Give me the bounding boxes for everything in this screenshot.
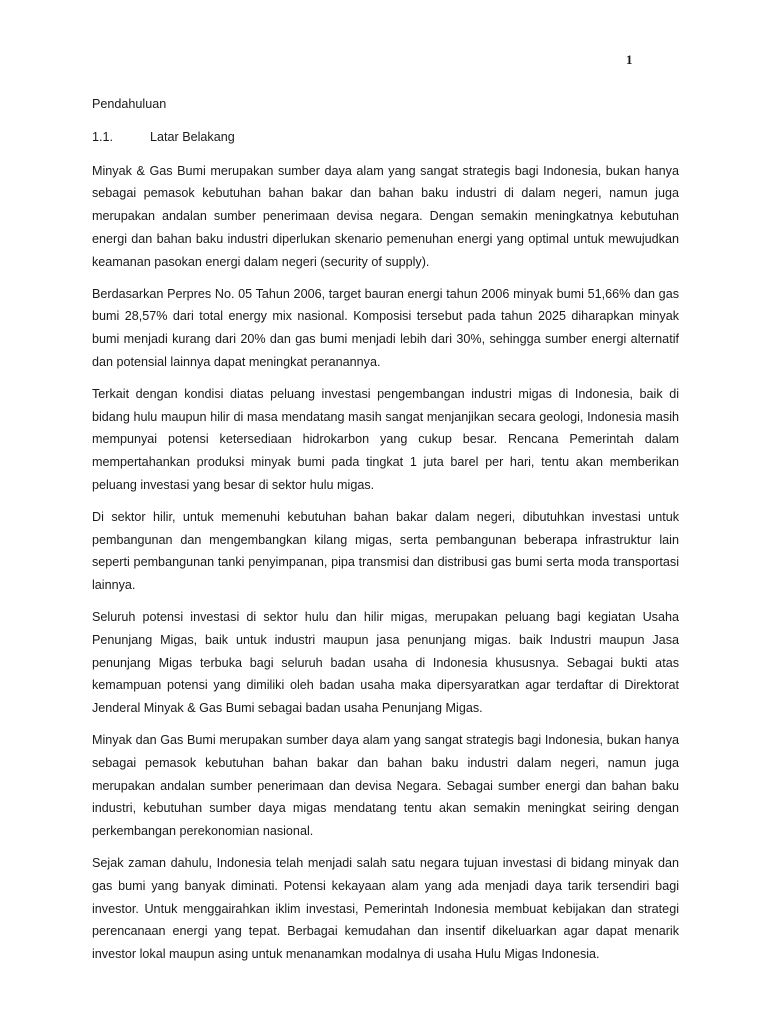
document-body <box>92 93 679 975</box>
paragraph: Sejak zaman dahulu, Indonesia telah menjadi salah satu negara tujuan investasi di bidang minyak dan gas bumi yang banyak diminati. Potensi kekayaan alam yang ada menjadi daya tarik tersendiri bagi investor. Untuk menggairahkan iklim investasi, Pemerintah Indonesia membuat kebijakan dan strategi perencanaan energi yang tepat. Berbagai kemudahan dan insentif dikeluarkan agar dapat menarik investor lokal maupun asing untuk menanamkan modalnya di usaha Hulu Migas Indonesia. <box>92 855 679 962</box>
section-title: Pendahuluan <box>92 97 167 111</box>
subsection-number: 1.1. <box>92 129 114 144</box>
paragraph: Di sektor hilir, untuk memenuhi kebutuhan bahan bakar dalam negeri, dibutuhkan investasi untuk pembangunan dan mengembangkan kilang migas, serta pembangunan beberapa infrastruktur lain seperti pembangunan tanki penyimpanan, pipa transmisi dan distribusi gas bumi serta moda transportasi lainnya. <box>92 509 679 593</box>
paragraph: Minyak dan Gas Bumi merupakan sumber daya alam yang sangat strategis bagi Indonesia, bukan hanya sebagai pemasok kebutuhan bahan bakar dan bahan baku industri dalam negeri, namun juga merupakan andalan sumber penerimaan dan devisa Negara. Sebagai sumber energi dan bahan baku industri, kebutuhan sumber daya migas mendatang tentu akan semakin meningkat seiring dengan perkembangan perekonomian nasional. <box>92 732 679 839</box>
page-number: 1 <box>626 52 633 67</box>
paragraph: Berdasarkan Perpres No. 05 Tahun 2006, target bauran energi tahun 2006 minyak bumi 51,66% dan gas bumi 28,57% dari total energy mix nasional. Komposisi tersebut pada tahun 2025 diharapkan minyak bumi menjadi kurang dari 20% dan gas bumi menjadi lebih dari 30%, sehingga sumber energi alternatif dan potensial lainnya dapat meningkat peranannya. <box>92 286 679 369</box>
paragraph: Terkait dengan kondisi diatas peluang investasi pengembangan industri migas di Indonesia, baik di bidang hulu maupun hilir di masa mendatang masih sangat menjanjikan secara geologi, Indonesia masih mempunyai potensi ketersediaan hidrokarbon yang cukup besar. Rencana Pemerintah dalam mempertahankan produksi minyak bumi pada tingkat 1 juta barel per hari, tentu akan memberikan peluang investasi yang besar di sektor hulu migas. <box>92 386 679 492</box>
paragraph: Seluruh potensi investasi di sektor hulu dan hilir migas, merupakan peluang bagi kegiatan Usaha Penunjang Migas, baik untuk industri maupun jasa penunjang migas. baik Industri maupun Jasa penunjang Migas terbuka bagi seluruh badan usaha di Indonesia khususnya. Sebagai bukti atas kemampuan potensi yang dimiliki oleh badan usaha maka dipersyaratkan agar terdaftar di Direktorat Jenderal Minyak & Gas Bumi sebagai badan usaha Penunjang Migas. <box>92 609 679 716</box>
paragraph: Minyak & Gas Bumi merupakan sumber daya alam yang sangat strategis bagi Indonesia, bukan hanya sebagai pemasok kebutuhan bahan bakar dan bahan baku industri di dalam negeri, namun juga merupakan andalan sumber penerimaan devisa negara. Dengan semakin meningkatnya kebutuhan energi dan bahan baku industri diperlukan skenario pemenuhan energi yang optimal untuk mewujudkan keamanan pasokan energi dalam negeri (security of supply). <box>92 163 679 269</box>
subsection-heading <box>92 126 679 149</box>
subsection-title: Latar Belakang <box>150 129 235 144</box>
